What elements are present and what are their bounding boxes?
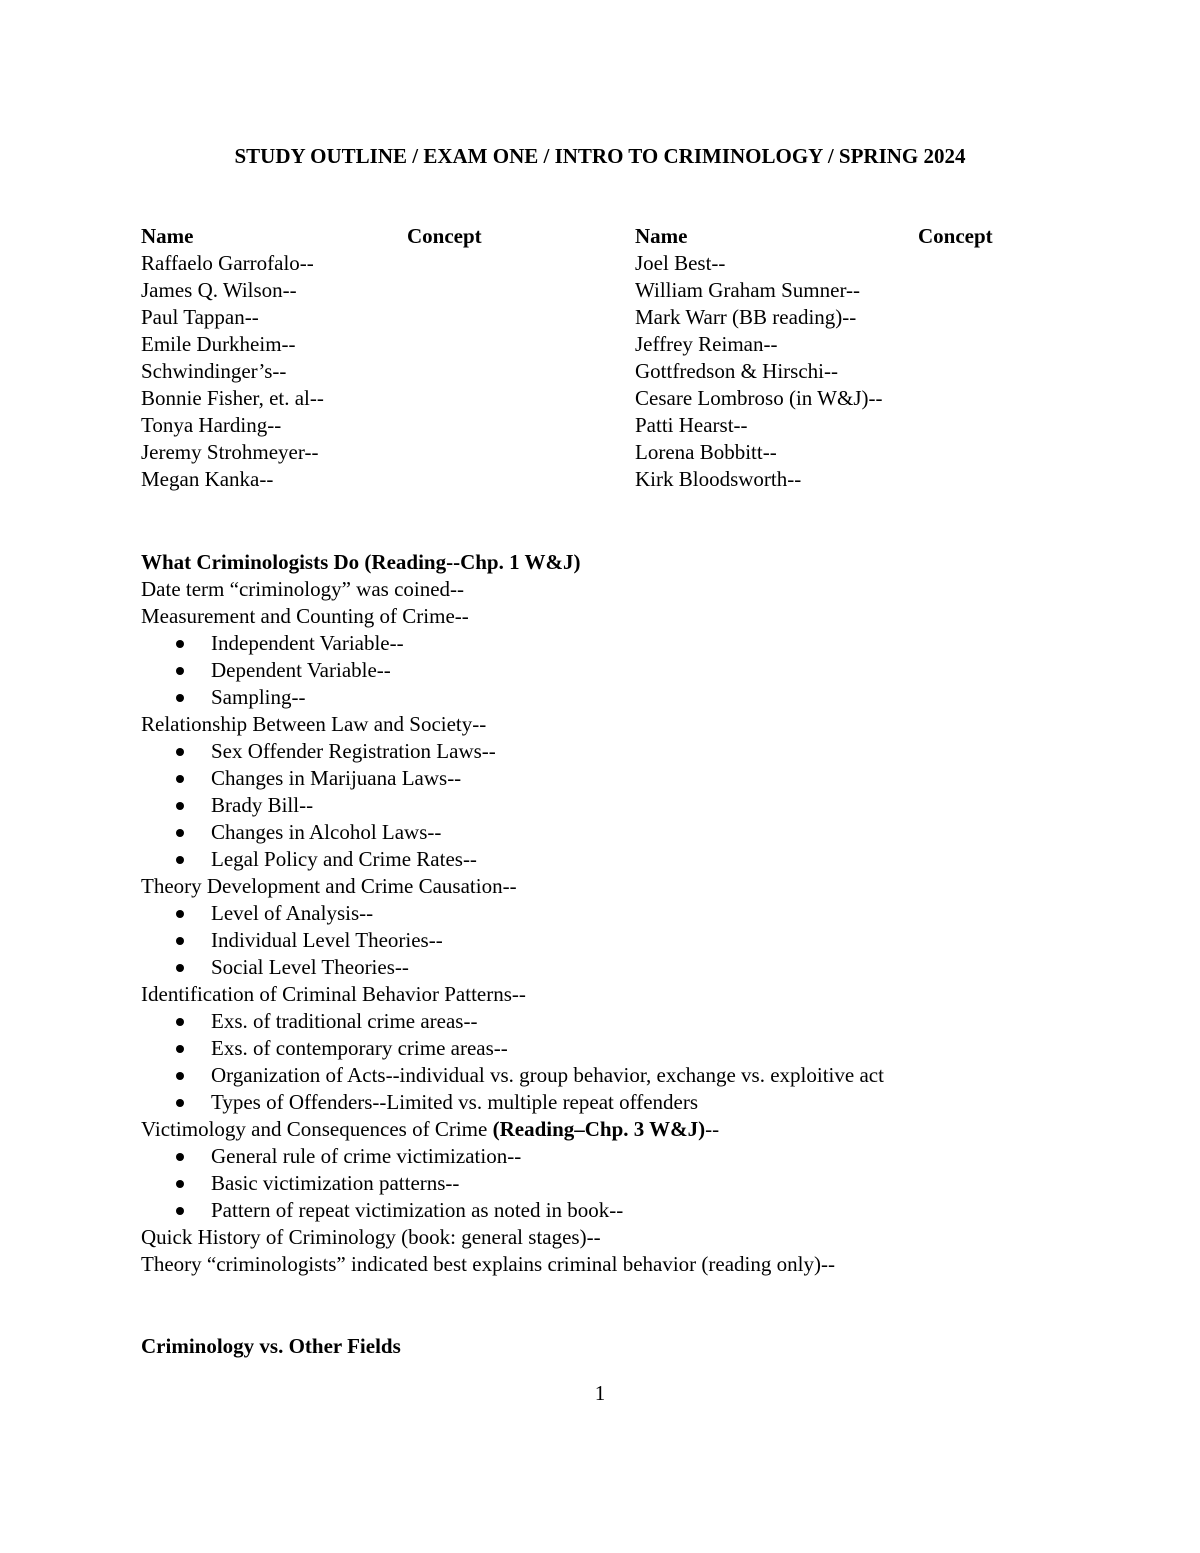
bullet-icon (176, 1018, 184, 1026)
name-left: Schwindinger’s-- (141, 359, 287, 383)
list-item: Independent Variable-- (141, 630, 1041, 657)
list-item: Basic victimization patterns-- (141, 1170, 1041, 1197)
table-row (141, 358, 1021, 385)
name-left: Paul Tappan-- (141, 305, 259, 329)
bullet-icon (176, 1072, 184, 1080)
name-right: Mark Warr (BB reading)-- (635, 305, 857, 329)
bullet-icon (176, 694, 184, 702)
list-item: Legal Policy and Crime Rates-- (141, 846, 1041, 873)
name-left: Megan Kanka-- (141, 467, 274, 491)
name-right: William Graham Sumner-- (635, 278, 861, 302)
bullet-icon (176, 748, 184, 756)
name-right: Kirk Bloodsworth-- (635, 467, 802, 491)
name-left: Jeremy Strohmeyer-- (141, 440, 319, 464)
list-item: Pattern of repeat victimization as noted in book-- (141, 1197, 1041, 1224)
topic-date-term: Date term “criminology” was coined-- (141, 577, 465, 601)
patterns-bullet-list (141, 1008, 1041, 1116)
measurement-bullet-list (141, 630, 1041, 711)
names-table-header (141, 223, 1021, 250)
section-criminology-vs-other-fields (141, 1333, 1041, 1360)
name-left: Bonnie Fisher, et. al-- (141, 386, 324, 410)
bullet-icon (176, 1045, 184, 1053)
topic-history: Quick History of Criminology (book: general stages)-- (141, 1225, 601, 1249)
bullet-icon (176, 1153, 184, 1161)
name-right: Joel Best-- (635, 251, 726, 275)
page-title: STUDY OUTLINE / EXAM ONE / INTRO TO CRIMINOLOGY / SPRING 2024 (234, 144, 966, 168)
victimology-reading: (Reading–Chp. 3 W&J) (492, 1117, 706, 1141)
table-row (141, 439, 1021, 466)
bullet-icon (176, 1099, 184, 1107)
name-left: Emile Durkheim-- (141, 332, 296, 356)
name-right: Lorena Bobbitt-- (635, 440, 777, 464)
table-row (141, 331, 1021, 358)
table-row (141, 385, 1021, 412)
topic-behavior-patterns: Identification of Criminal Behavior Patterns-- (141, 982, 526, 1006)
topic-law-society: Relationship Between Law and Society-- (141, 712, 487, 736)
table-row (141, 250, 1021, 277)
section-heading: Criminology vs. Other Fields (141, 1334, 401, 1358)
list-item: Sampling-- (141, 684, 1041, 711)
list-item: Changes in Marijuana Laws-- (141, 765, 1041, 792)
topic-measurement: Measurement and Counting of Crime-- (141, 604, 469, 628)
list-item: Changes in Alcohol Laws-- (141, 819, 1041, 846)
names-concept-table (141, 223, 1021, 493)
victimology-bullet-list (141, 1143, 1041, 1224)
list-item: Exs. of traditional crime areas-- (141, 1008, 1041, 1035)
bullet-icon (176, 1180, 184, 1188)
name-left: Raffaelo Garrofalo-- (141, 251, 314, 275)
bullet-icon (176, 829, 184, 837)
list-item: Individual Level Theories-- (141, 927, 1041, 954)
list-item: Organization of Acts--individual vs. group behavior, exchange vs. exploitive act (141, 1062, 1041, 1089)
topic-theory-development: Theory Development and Crime Causation-- (141, 874, 517, 898)
header-name-1: Name (141, 224, 194, 248)
victimology-label: Victimology and Consequences of Crime (141, 1117, 493, 1141)
name-right: Jeffrey Reiman-- (635, 332, 778, 356)
bullet-icon (176, 640, 184, 648)
name-left: Tonya Harding-- (141, 413, 282, 437)
section-what-criminologists-do (141, 549, 1041, 1278)
table-row (141, 466, 1021, 493)
table-row (141, 304, 1021, 331)
header-concept-1: Concept (407, 224, 482, 248)
list-item: General rule of crime victimization-- (141, 1143, 1041, 1170)
list-item: Dependent Variable-- (141, 657, 1041, 684)
section-heading: What Criminologists Do (Reading--Chp. 1 W&J) (141, 550, 581, 574)
list-item: Exs. of contemporary crime areas-- (141, 1035, 1041, 1062)
header-concept-2: Concept (918, 224, 993, 248)
victimology-tail: -- (705, 1117, 720, 1141)
bullet-icon (176, 775, 184, 783)
list-item: Level of Analysis-- (141, 900, 1041, 927)
bullet-icon (176, 802, 184, 810)
table-row (141, 412, 1021, 439)
header-name-2: Name (635, 224, 688, 248)
table-row (141, 277, 1021, 304)
list-item: Brady Bill-- (141, 792, 1041, 819)
list-item: Types of Offenders--Limited vs. multiple repeat offenders (141, 1089, 1041, 1116)
topic-best-theory: Theory “criminologists” indicated best explains criminal behavior (reading only)-- (141, 1252, 835, 1276)
theory-bullet-list (141, 900, 1041, 981)
bullet-icon (176, 910, 184, 918)
page-number: 1 (594, 1381, 606, 1405)
list-item: Sex Offender Registration Laws-- (141, 738, 1041, 765)
name-left: James Q. Wilson-- (141, 278, 297, 302)
name-right: Cesare Lombroso (in W&J)-- (635, 386, 883, 410)
name-right: Patti Hearst-- (635, 413, 748, 437)
bullet-icon (176, 937, 184, 945)
bullet-icon (176, 856, 184, 864)
bullet-icon (176, 667, 184, 675)
bullet-icon (176, 964, 184, 972)
list-item: Social Level Theories-- (141, 954, 1041, 981)
name-right: Gottfredson & Hirschi-- (635, 359, 838, 383)
law-society-bullet-list (141, 738, 1041, 873)
bullet-icon (176, 1207, 184, 1215)
topic-victimology (141, 1116, 1041, 1143)
